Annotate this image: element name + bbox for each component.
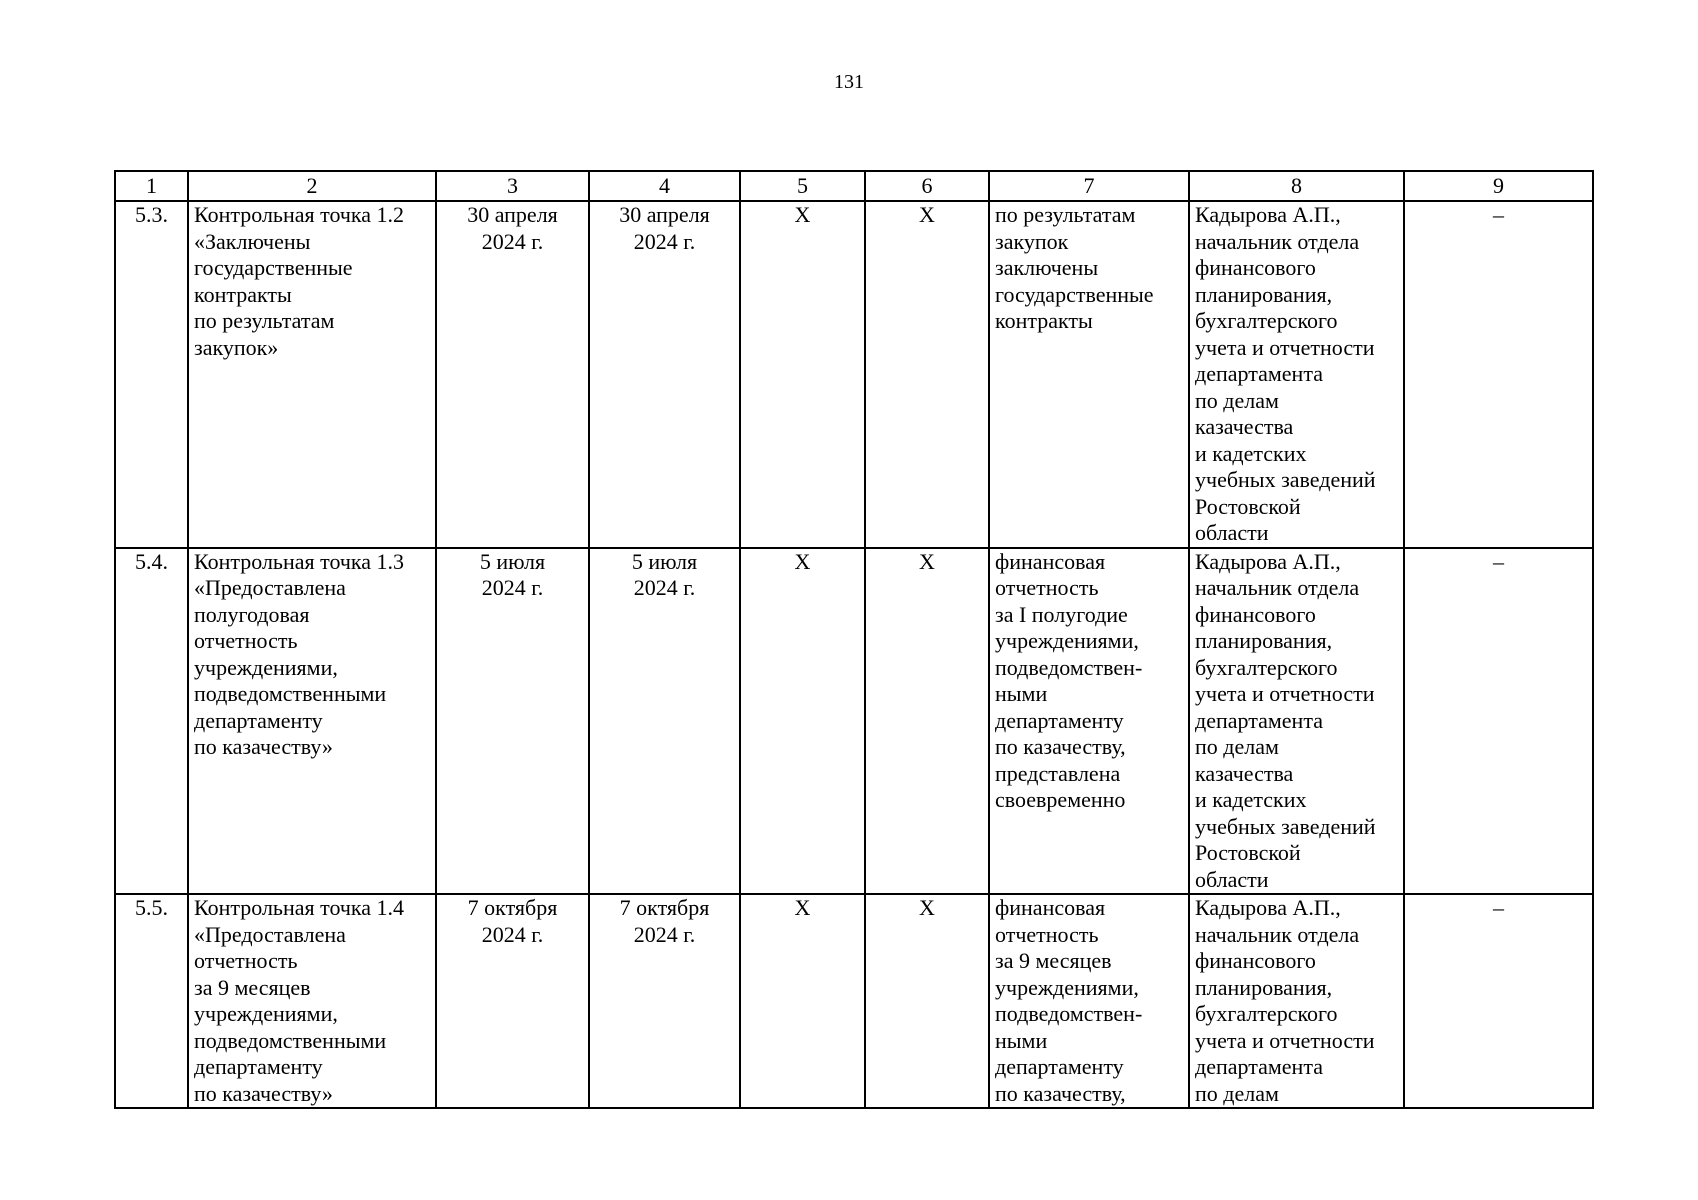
control-point-name: Контрольная точка 1.3 «Предоставлена полугодовая отчетность учреждениями, подведомственными департаменту по казачеству» — [188, 548, 436, 895]
column-header-9: 9 — [1404, 171, 1593, 201]
result-description: финансовая отчетность за I полугодие учреждениями, подведомствен- ными департаменту по казачеству, представлена своевременно — [989, 548, 1189, 895]
actual-date: 7 октября 2024 г. — [589, 894, 740, 1108]
column-9-value: – — [1404, 201, 1593, 548]
actual-date: 5 июля 2024 г. — [589, 548, 740, 895]
table-row — [115, 894, 1593, 1108]
responsible-person: Кадырова А.П., начальник отдела финансового планирования, бухгалтерского учета и отчетности департамента по делам казачества и кадетских учебных заведений Ростовской области — [1189, 201, 1404, 548]
responsible-person: Кадырова А.П., начальник отдела финансового планирования, бухгалтерского учета и отчетности департамента по делам казачества и кадетских учебных заведений Ростовской области — [1189, 548, 1404, 895]
column-6-value: Х — [865, 201, 989, 548]
column-9-value: – — [1404, 548, 1593, 895]
column-header-7: 7 — [989, 171, 1189, 201]
column-header-4: 4 — [589, 171, 740, 201]
row-number: 5.5. — [115, 894, 188, 1108]
column-9-value: – — [1404, 894, 1593, 1108]
column-header-3: 3 — [436, 171, 589, 201]
responsible-person: Кадырова А.П., начальник отдела финансового планирования, бухгалтерского учета и отчетности департамента по делам — [1189, 894, 1404, 1108]
column-header-6: 6 — [865, 171, 989, 201]
result-description: финансовая отчетность за 9 месяцев учреждениями, подведомствен- ными департаменту по казачеству, — [989, 894, 1189, 1108]
control-point-name: Контрольная точка 1.2 «Заключены государственные контракты по результатам закупок» — [188, 201, 436, 548]
planned-date: 5 июля 2024 г. — [436, 548, 589, 895]
column-5-value: Х — [740, 201, 865, 548]
control-point-name: Контрольная точка 1.4 «Предоставлена отчетность за 9 месяцев учреждениями, подведомственными департаменту по казачеству» — [188, 894, 436, 1108]
column-6-value: Х — [865, 548, 989, 895]
column-5-value: Х — [740, 548, 865, 895]
actual-date: 30 апреля 2024 г. — [589, 201, 740, 548]
table-header-row — [115, 171, 1593, 201]
row-number: 5.4. — [115, 548, 188, 895]
result-description: по результатам закупок заключены государственные контракты — [989, 201, 1189, 548]
table-row — [115, 548, 1593, 895]
column-5-value: Х — [740, 894, 865, 1108]
page-number: 131 — [834, 71, 864, 93]
planned-date: 7 октября 2024 г. — [436, 894, 589, 1108]
row-number: 5.3. — [115, 201, 188, 548]
column-header-5: 5 — [740, 171, 865, 201]
column-header-2: 2 — [188, 171, 436, 201]
column-header-1: 1 — [115, 171, 188, 201]
column-6-value: Х — [865, 894, 989, 1108]
table-row — [115, 201, 1593, 548]
column-header-8: 8 — [1189, 171, 1404, 201]
planned-date: 30 апреля 2024 г. — [436, 201, 589, 548]
document-table — [114, 170, 1594, 1109]
